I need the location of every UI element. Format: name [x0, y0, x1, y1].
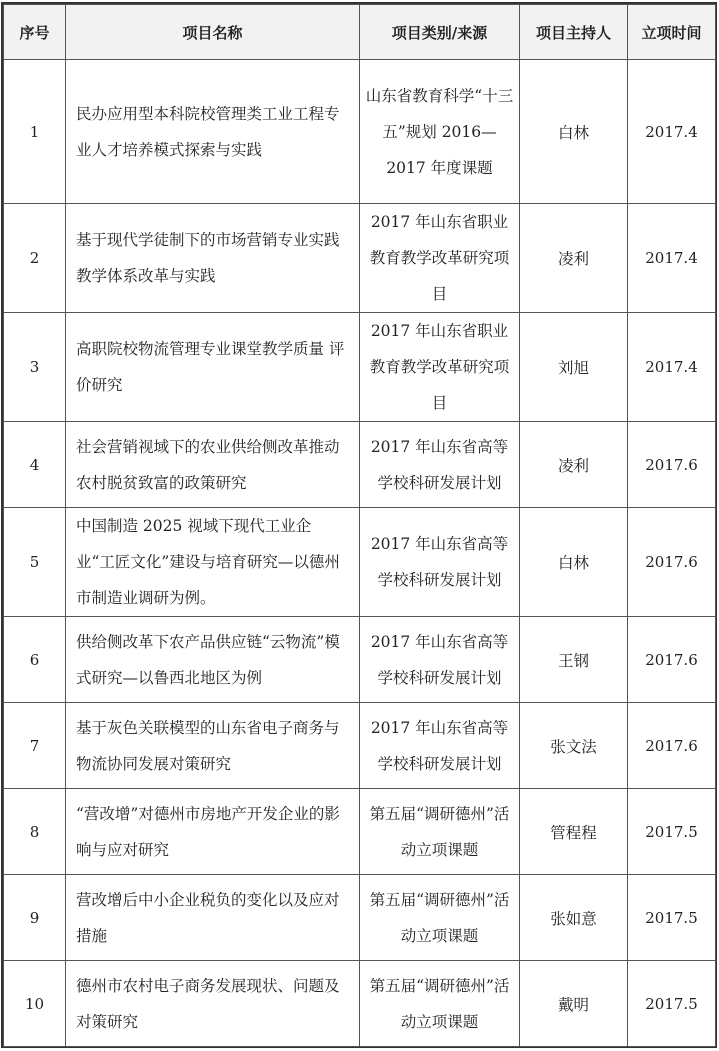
cell-date: 2017.6	[628, 617, 716, 703]
project-table	[3, 4, 716, 1047]
cell-name: “营改增”对德州市房地产开发企业的影响与应对研究	[66, 789, 360, 875]
cell-date: 2017.5	[628, 875, 716, 961]
table-row	[4, 703, 716, 789]
cell-no: 4	[4, 422, 66, 508]
cell-name: 基于现代学徒制下的市场营销专业实践教学体系改革与实践	[66, 204, 360, 313]
table-row	[4, 961, 716, 1047]
cell-name: 社会营销视域下的农业供给侧改革推动农村脱贫致富的政策研究	[66, 422, 360, 508]
cell-name: 高职院校物流管理专业课堂教学质量 评价研究	[66, 313, 360, 422]
cell-host: 白林	[520, 508, 628, 617]
cell-no: 10	[4, 961, 66, 1047]
cell-name: 基于灰色关联模型的山东省电子商务与物流协同发展对策研究	[66, 703, 360, 789]
cell-host: 凌利	[520, 204, 628, 313]
cell-category: 第五届“调研德州”活动立项课题	[360, 789, 520, 875]
cell-host: 管程程	[520, 789, 628, 875]
table-row	[4, 313, 716, 422]
cell-host: 白林	[520, 60, 628, 204]
cell-name: 中国制造 2025 视域下现代工业企业“工匠文化”建设与培育研究—以德州市制造业调研为例。	[66, 508, 360, 617]
table-row	[4, 789, 716, 875]
cell-name: 供给侧改革下农产品供应链“云物流”模式研究—以鲁西北地区为例	[66, 617, 360, 703]
cell-date: 2017.4	[628, 313, 716, 422]
table-row	[4, 875, 716, 961]
cell-date: 2017.6	[628, 508, 716, 617]
cell-no: 5	[4, 508, 66, 617]
cell-category: 山东省教育科学“十三五”规划 2016—2017 年度课题	[360, 60, 520, 204]
header-category: 项目类别/来源	[360, 5, 520, 60]
header-name: 项目名称	[66, 5, 360, 60]
cell-no: 1	[4, 60, 66, 204]
cell-category: 2017 年山东省职业教育教学改革研究项目	[360, 204, 520, 313]
cell-host: 王钢	[520, 617, 628, 703]
cell-no: 8	[4, 789, 66, 875]
cell-host: 张如意	[520, 875, 628, 961]
cell-date: 2017.4	[628, 60, 716, 204]
cell-category: 2017 年山东省高等学校科研发展计划	[360, 508, 520, 617]
cell-no: 3	[4, 313, 66, 422]
table-row	[4, 617, 716, 703]
cell-host: 凌利	[520, 422, 628, 508]
cell-category: 2017 年山东省高等学校科研发展计划	[360, 617, 520, 703]
cell-date: 2017.4	[628, 204, 716, 313]
header-date: 立项时间	[628, 5, 716, 60]
cell-no: 2	[4, 204, 66, 313]
cell-category: 2017 年山东省高等学校科研发展计划	[360, 422, 520, 508]
header-host: 项目主持人	[520, 5, 628, 60]
header-no: 序号	[4, 5, 66, 60]
cell-name: 德州市农村电子商务发展现状、问题及对策研究	[66, 961, 360, 1047]
table-row	[4, 422, 716, 508]
cell-date: 2017.5	[628, 961, 716, 1047]
cell-date: 2017.5	[628, 789, 716, 875]
header-row	[4, 5, 716, 60]
cell-category: 2017 年山东省高等学校科研发展计划	[360, 703, 520, 789]
cell-host: 刘旭	[520, 313, 628, 422]
cell-host: 张文法	[520, 703, 628, 789]
cell-category: 2017 年山东省职业教育教学改革研究项目	[360, 313, 520, 422]
cell-host: 戴明	[520, 961, 628, 1047]
cell-no: 9	[4, 875, 66, 961]
cell-date: 2017.6	[628, 703, 716, 789]
cell-no: 6	[4, 617, 66, 703]
cell-name: 营改增后中小企业税负的变化以及应对措施	[66, 875, 360, 961]
table-row	[4, 204, 716, 313]
cell-no: 7	[4, 703, 66, 789]
table-row	[4, 508, 716, 617]
table-row	[4, 60, 716, 204]
cell-category: 第五届“调研德州”活动立项课题	[360, 875, 520, 961]
cell-date: 2017.6	[628, 422, 716, 508]
cell-category: 第五届“调研德州”活动立项课题	[360, 961, 520, 1047]
cell-name: 民办应用型本科院校管理类工业工程专业人才培养模式探索与实践	[66, 60, 360, 204]
